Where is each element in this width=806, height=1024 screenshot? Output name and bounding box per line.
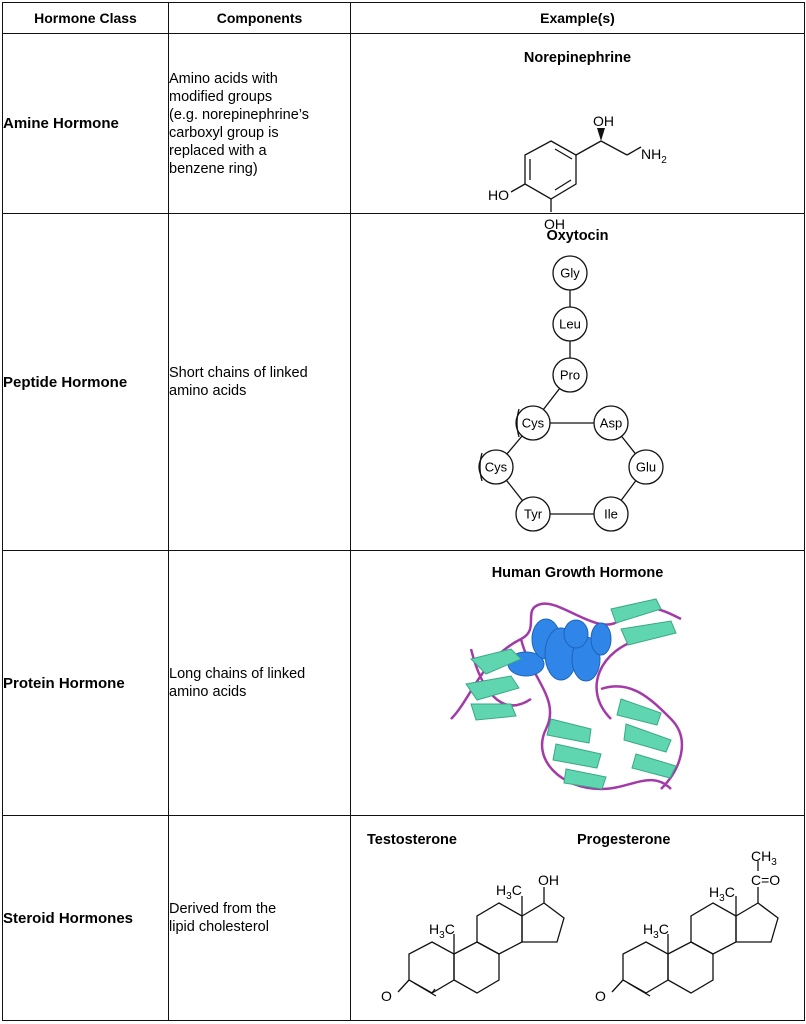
- class-cell: Peptide Hormone: [3, 214, 169, 551]
- components-line: Long chains of linked: [169, 666, 306, 682]
- norepinephrine-structure: [351, 34, 803, 232]
- example-title-testosterone: Testosterone: [367, 832, 457, 848]
- components-line: (e.g. norepinephrine’s: [169, 106, 309, 123]
- example-title: Human Growth Hormone: [491, 565, 664, 581]
- svg-text:Glu: Glu: [635, 459, 657, 475]
- residue-ile: [594, 497, 628, 531]
- table-row-protein: [3, 551, 805, 816]
- example-cell: [351, 816, 805, 1021]
- atom-label: OH: [544, 216, 565, 232]
- atom-label: $CH_3$: [751, 848, 777, 868]
- atom-label: $H_3C$: [709, 884, 735, 904]
- table-row-amine: [3, 34, 805, 214]
- residue-cys: [479, 450, 513, 484]
- svg-text:Pro: Pro: [559, 367, 581, 383]
- components-line: amino acids: [169, 383, 247, 399]
- hormone-classes-table: [2, 2, 805, 1021]
- example-title-progesterone: Progesterone: [577, 832, 671, 848]
- svg-text:Leu: Leu: [559, 316, 581, 332]
- svg-text:Cys: Cys: [484, 459, 508, 475]
- components-line: amino acids: [169, 684, 247, 700]
- svg-text:Asp: Asp: [599, 415, 623, 431]
- atom-label: C=O: [751, 872, 781, 888]
- components-line: lipid cholesterol: [169, 919, 269, 935]
- example-cell: [351, 214, 805, 551]
- class-cell: Amine Hormone: [3, 34, 169, 214]
- atom-label: $NH_2$: [641, 146, 667, 166]
- table-header-row: [3, 3, 805, 34]
- residue-glu: [629, 450, 663, 484]
- residue-asp: [594, 406, 628, 440]
- atom-label: $H_3C$: [429, 921, 455, 941]
- components-line: Derived from the: [169, 901, 277, 917]
- class-cell: Protein Hormone: [3, 551, 169, 816]
- atom-label: O: [381, 988, 392, 1004]
- atom-label: OH: [538, 872, 559, 888]
- atom-label: OH: [593, 113, 614, 129]
- svg-text:Tyr: Tyr: [523, 506, 543, 522]
- oxytocin-structure: [351, 214, 803, 549]
- example-title: Oxytocin: [546, 228, 609, 244]
- components-cell: [169, 214, 351, 551]
- components-line: replaced with a: [169, 142, 267, 159]
- example-cell: [351, 34, 805, 232]
- components-cell: [169, 34, 351, 214]
- components-line: modified groups: [169, 88, 273, 105]
- class-cell: Steroid Hormones: [3, 816, 169, 1021]
- progesterone-structure: [595, 848, 780, 1004]
- residue-tyr: [516, 497, 550, 531]
- components-cell: [169, 551, 351, 816]
- components-line: carboxyl group is: [169, 124, 279, 141]
- atom-label: HO: [488, 187, 509, 203]
- svg-text:Gly: Gly: [560, 265, 580, 281]
- atom-label: $H_3C$: [643, 921, 669, 941]
- header-examples: Example(s): [351, 3, 805, 34]
- table-row-steroid: [3, 816, 805, 1021]
- table-row-peptide: [3, 214, 805, 551]
- svg-text:Cys: Cys: [521, 415, 545, 431]
- header-hormone-class: Hormone Class: [3, 3, 169, 34]
- atom-label: $H_3C$: [496, 882, 522, 902]
- residue-leu: [553, 307, 587, 341]
- components-cell: [169, 816, 351, 1021]
- header-components: Components: [169, 3, 351, 34]
- example-title: Norepinephrine: [523, 50, 632, 66]
- components-line: Amino acids with: [169, 70, 278, 87]
- components-line: Short chains of linked: [169, 365, 308, 381]
- example-cell: [351, 551, 805, 816]
- residue-cys: [516, 406, 550, 440]
- residue-pro: [553, 358, 587, 392]
- svg-text:Ile: Ile: [604, 506, 618, 522]
- steroid-structures: [351, 816, 803, 1019]
- growth-hormone-ribbon: [351, 551, 803, 814]
- testosterone-structure: [381, 872, 564, 1004]
- components-line: benzene ring): [169, 160, 258, 177]
- atom-label: O: [595, 988, 606, 1004]
- residue-gly: [553, 256, 587, 290]
